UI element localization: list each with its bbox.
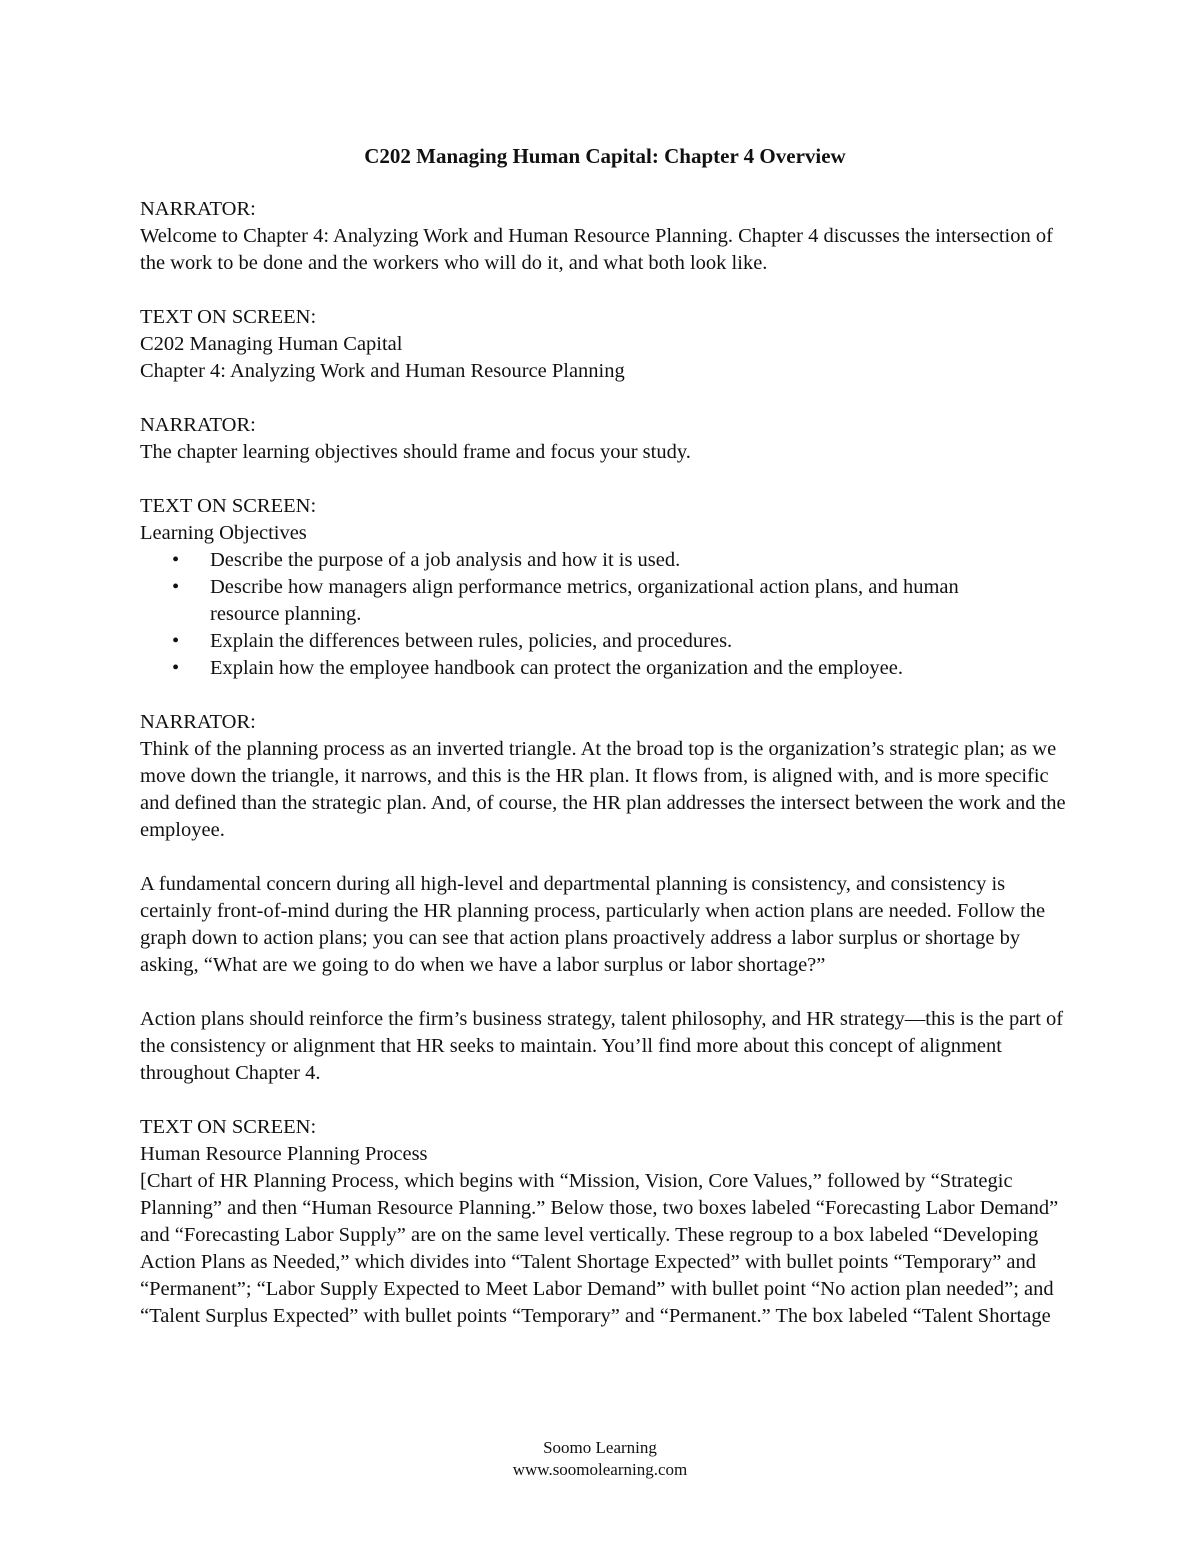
footer-company: Soomo Learning [543,1438,657,1457]
section-text: Welcome to Chapter 4: Analyzing Work and Human Resource Planning. Chapter 4 discusses the intersection of the work to be done and the workers who will do it, and what both look like. [140,225,1053,274]
footer-website: www.soomolearning.com [512,1460,688,1479]
list-item-text: Describe the purpose of a job analysis and how it is used. [210,549,681,571]
section-label: NARRATOR: [140,414,256,436]
section-text: Action plans should reinforce the firm’s business strategy, talent philosophy, and HR strategy—this is the part of the consistency or alignment that HR seeks to maintain. You’ll find more about this concept of alignment throughout Chapter 4. [140,1008,1064,1084]
screen-line: Chapter 4: Analyzing Work and Human Resource Planning [140,360,625,382]
document-body [140,143,1070,1357]
section-text: The chapter learning objectives should frame and focus your study. [140,441,691,463]
bullet-icon: • [172,549,180,571]
paragraph [140,1006,1070,1087]
section-text: [Chart of HR Planning Process, which begins with “Mission, Vision, Core Values,” followed by “Strategic Planning” and then “Human Resource Planning.” Below those, two boxes labeled “Forecasting Labor Demand” and “Forecasting Labor Supply” are on the same level vertically. These regroup to a box labeled “Developing Action Plans as Needed,” which divides into “Talent Shortage Expected” with bullet points “Temporary” and “Permanent”; “Labor Supply Expected to Meet Labor Demand” with bullet point “No action plan needed”; and “Talent Surplus Expected” with bullet points “Temporary” and “Permanent.” The box labeled “Talent Shortage [140,1170,1059,1327]
learning-objectives-heading: Learning Objectives [140,522,307,544]
bullet-icon: • [172,630,180,652]
text-on-screen-section-3 [140,1114,1070,1330]
narrator-section-1 [140,196,1070,277]
paragraph [140,871,1070,979]
section-label: NARRATOR: [140,198,256,220]
page-title: C202 Managing Human Capital: Chapter 4 Overview [364,144,846,168]
bullet-icon: • [172,576,180,598]
list-item-text: Describe how managers align performance metrics, organizational action plans, and human resource planning. [210,576,959,625]
list-item [140,628,1010,655]
list-item-text: Explain the differences between rules, policies, and procedures. [210,630,733,652]
list-item [140,655,1010,682]
section-label: TEXT ON SCREEN: [140,495,317,517]
narrator-section-3 [140,709,1070,844]
narrator-section-2 [140,412,1070,466]
page-footer [0,1437,1200,1481]
section-text: A fundamental concern during all high-level and departmental planning is consistency, and consistency is certainly front-of-mind during the HR planning process, particularly when action plans are needed. Follow the graph down to action plans; you can see that action plans proactively address a labor surplus or shortage by asking, “What are we going to do when we have a labor surplus or labor shortage?” [140,873,1046,976]
list-item [140,574,1010,628]
screen-line: C202 Managing Human Capital [140,333,403,355]
text-on-screen-section-2 [140,493,1070,682]
bullet-icon: • [172,657,180,679]
list-item [140,547,1010,574]
list-item-text: Explain how the employee handbook can protect the organization and the employee. [210,657,903,679]
section-label: NARRATOR: [140,711,256,733]
hr-planning-heading: Human Resource Planning Process [140,1143,428,1165]
section-label: TEXT ON SCREEN: [140,306,317,328]
section-label: TEXT ON SCREEN: [140,1116,317,1138]
learning-objectives-list [140,547,1070,682]
section-text: Think of the planning process as an inverted triangle. At the broad top is the organization’s strategic plan; as we move down the triangle, it narrows, and this is the HR plan. It flows from, is aligned with, and is more specific and defined than the strategic plan. And, of course, the HR plan addresses the intersect between the work and the employee. [140,738,1066,841]
text-on-screen-section-1 [140,304,1070,385]
